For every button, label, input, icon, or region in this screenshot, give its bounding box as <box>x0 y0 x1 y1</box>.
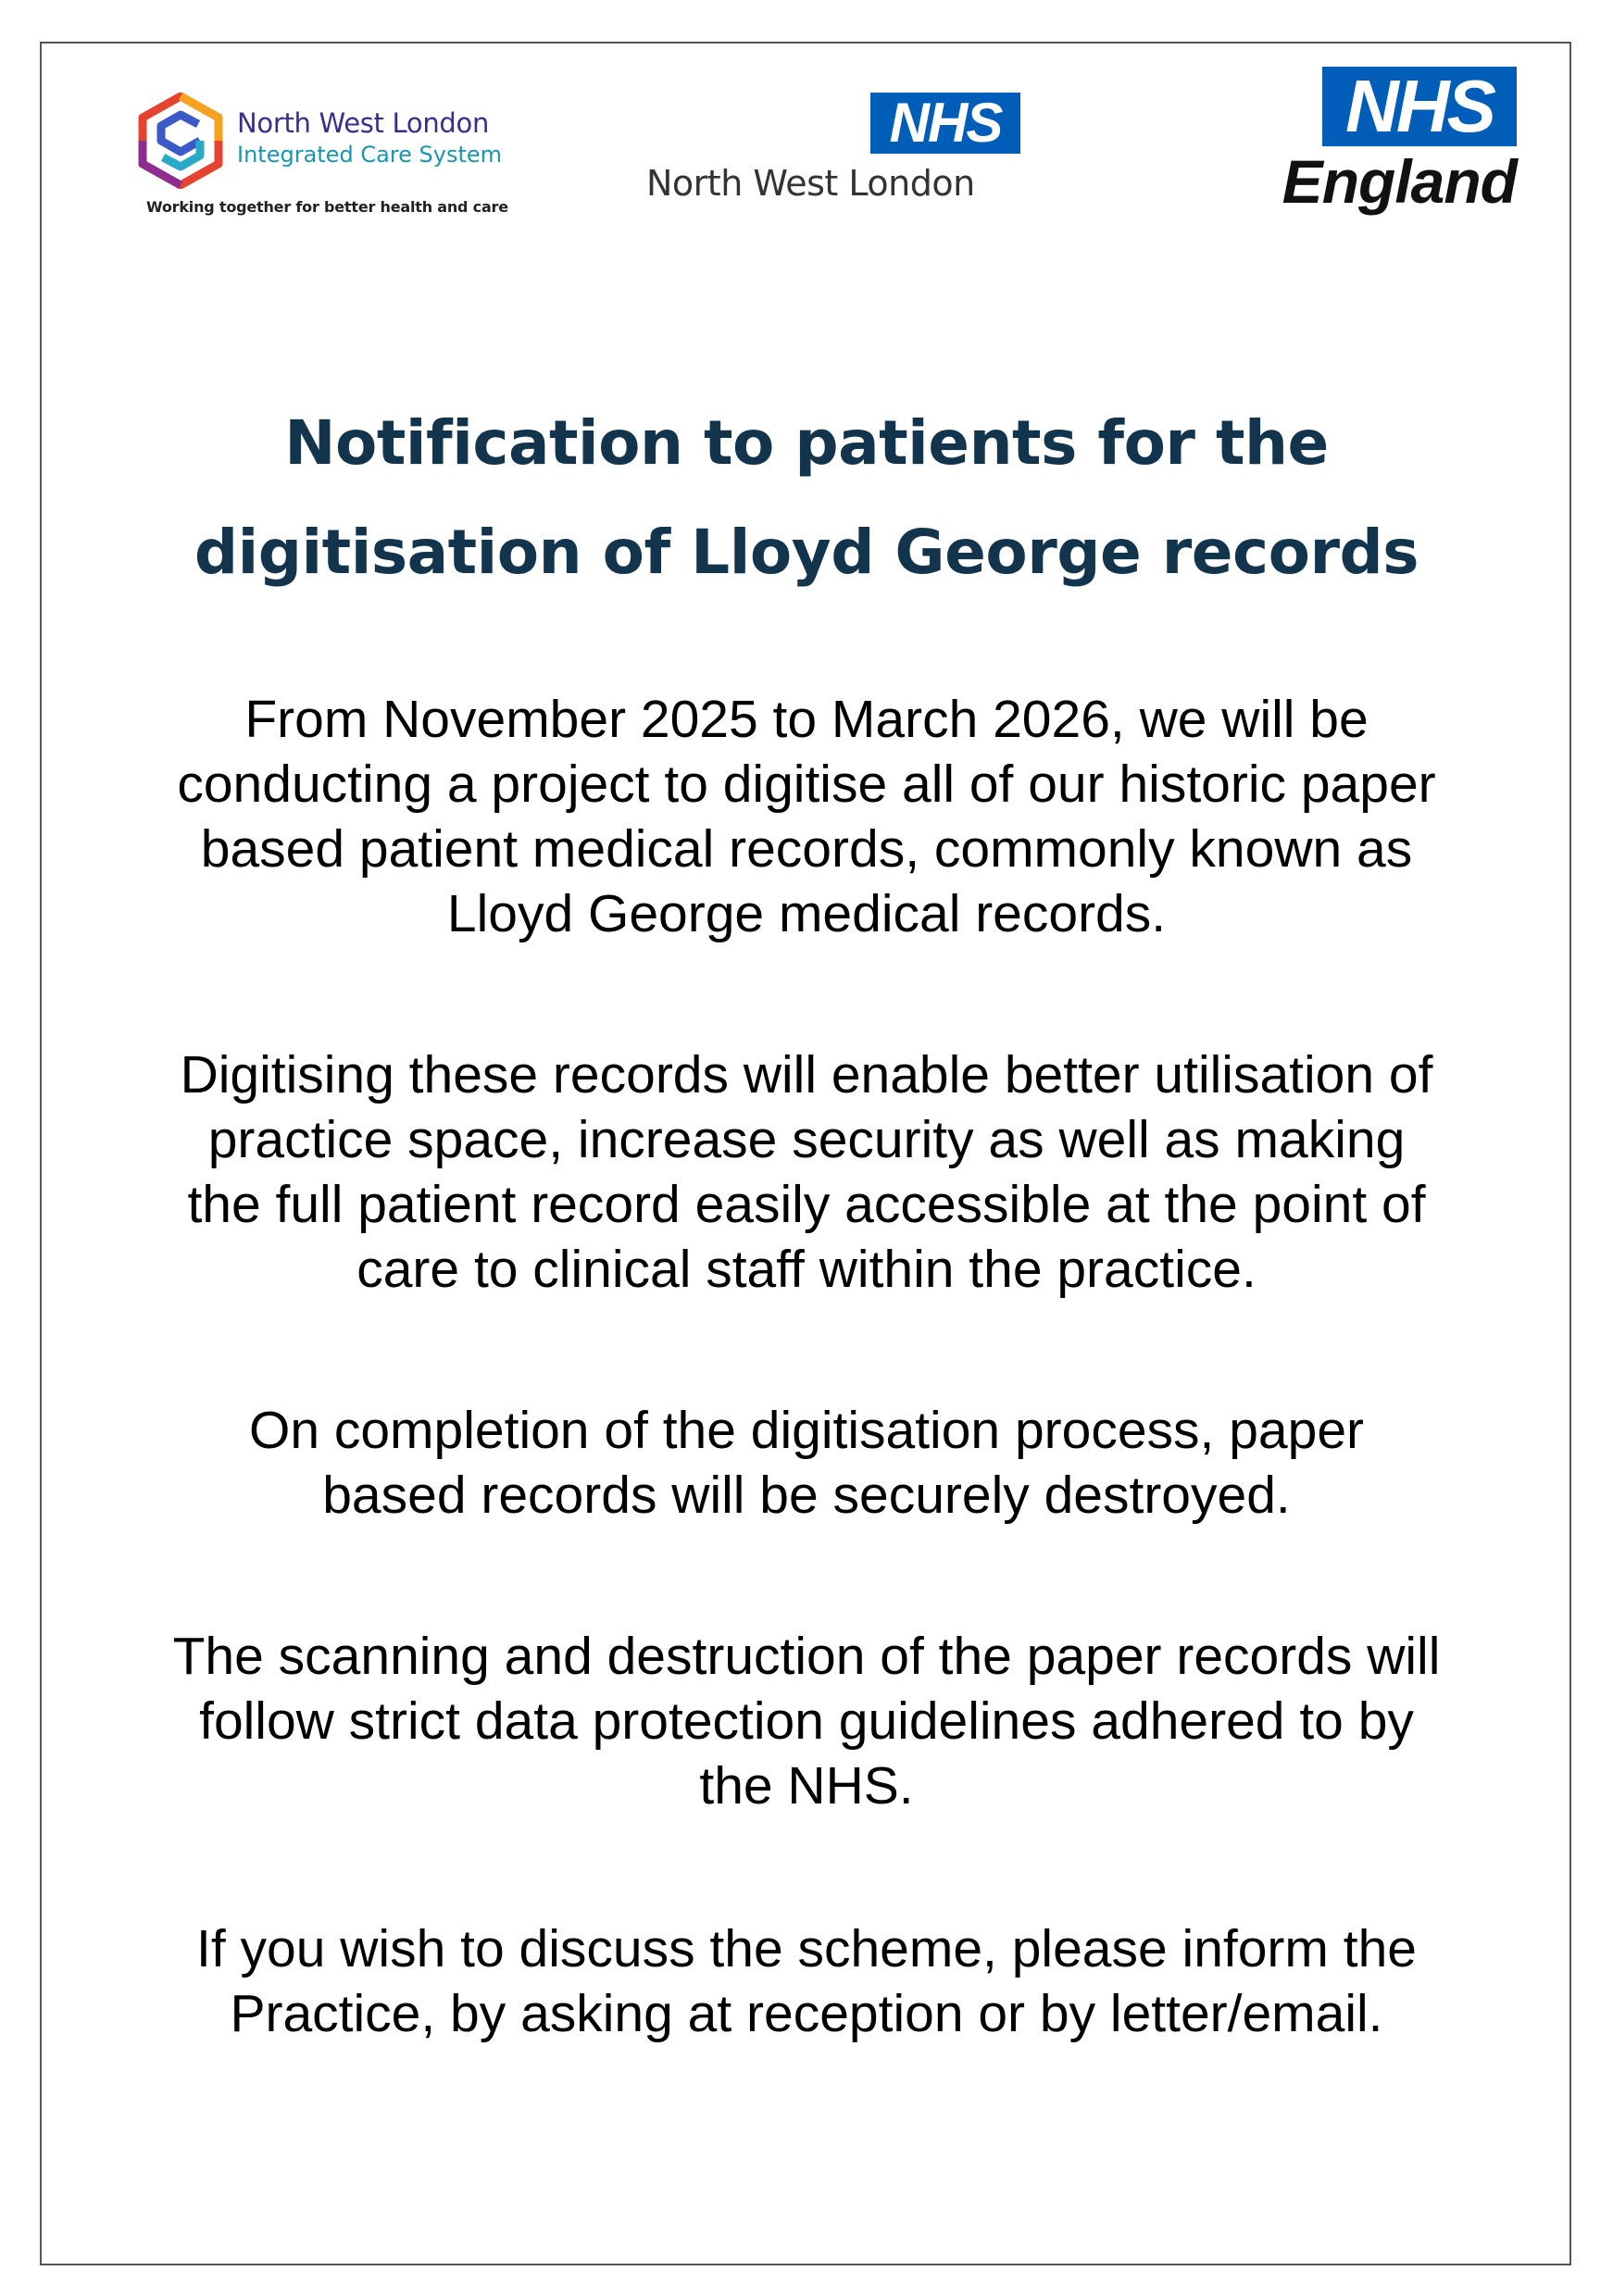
nhs-england-logo <box>1259 63 1528 230</box>
ics-tagline: Working together for better health and care <box>146 198 508 216</box>
text-line: The scanning and destruction of the paper records will <box>172 1627 1441 1686</box>
text-line: care to clinical staff within the practice. <box>356 1240 1257 1299</box>
text-line: Digitising these records will enable better utilisation of <box>180 1045 1433 1104</box>
paragraph-contact <box>120 1916 1493 2046</box>
title-line: Notification to patients for the <box>284 407 1329 479</box>
paragraph-project-dates <box>120 687 1493 946</box>
text-line: Practice, by asking at reception or by letter/email. <box>230 1984 1383 2043</box>
text-line: the full patient record easily accessible at the point of <box>187 1175 1426 1234</box>
text-line: If you wish to discuss the scheme, please inform the <box>196 1919 1417 1978</box>
text-line: conducting a project to digitise all of our historic paper <box>177 755 1436 814</box>
text-line: the NHS. <box>699 1756 914 1816</box>
nhse-org-name: England <box>1282 147 1517 216</box>
nhs-badge-nwl: NHS <box>870 93 1020 154</box>
ics-name-line1: North West London <box>237 107 490 139</box>
text-line: based records will be securely destroyed. <box>322 1466 1291 1525</box>
paragraph-benefits <box>120 1042 1493 1302</box>
text-line: follow strict data protection guidelines adhered to by <box>199 1691 1414 1751</box>
nwl-org-name: North West London <box>646 163 975 204</box>
nhs-nwl-logo <box>639 89 1028 209</box>
text-line: On completion of the digitisation process, paper <box>248 1401 1364 1460</box>
title-line: digitisation of Lloyd George records <box>194 517 1419 588</box>
ics-hexagon-logo-icon <box>137 93 224 189</box>
nhs-badge-england: NHS <box>1322 67 1517 146</box>
text-line: Lloyd George medical records. <box>446 884 1167 943</box>
text-line: based patient medical records, commonly known as <box>200 819 1413 879</box>
text-line: practice space, increase security as well as making <box>207 1110 1406 1169</box>
page-title <box>130 389 1483 607</box>
ics-name-line2: Integrated Care System <box>237 142 503 168</box>
paragraph-data-protection <box>120 1624 1493 1818</box>
text-line: From November 2025 to March 2026, we will be <box>244 690 1369 749</box>
nwl-ics-logo <box>137 89 526 228</box>
paragraph-destruction <box>120 1398 1493 1528</box>
